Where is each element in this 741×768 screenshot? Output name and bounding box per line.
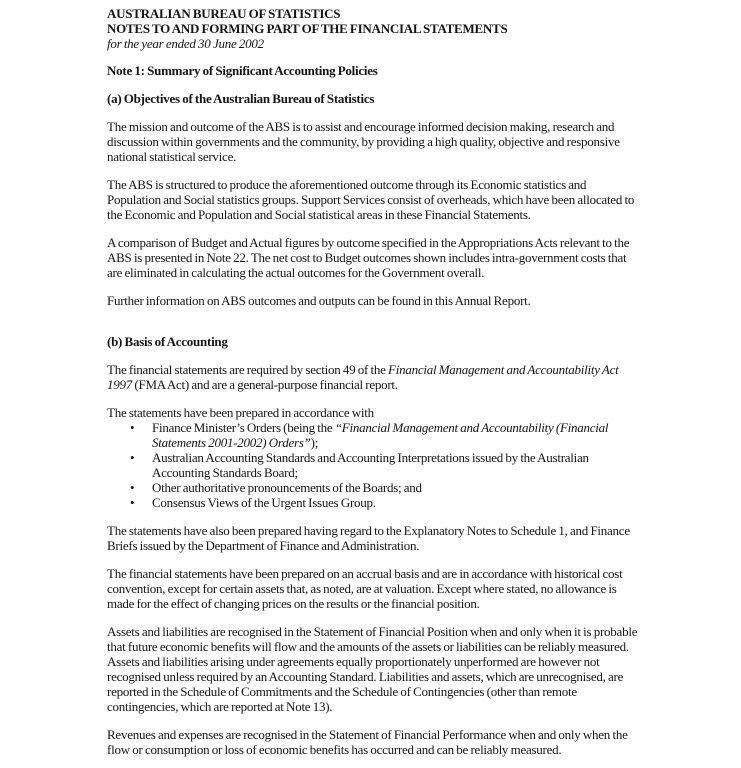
text-run: Australian Accounting Standards and Accounting Interpretations issued by the Australian Accounting Standards Board; [152,450,589,480]
paragraph-structure: The ABS is structured to produce the aforementioned outcome through its Economic statistics and Population and Social statistics groups. Support Services consist of overheads, which have been allocated to the Economic and Population and Social statistical areas in these Financial Statements. [107,177,635,222]
paragraph-revenues-expenses: Revenues and expenses are recognised in the Statement of Financial Performance when and only when the flow or consumption or loss of economic benefits has occurred and can be reliably measured. [107,727,628,757]
paragraph-explanatory-notes: The statements have also been prepared having regard to the Explanatory Notes to Schedule 1, and Finance Briefs issued by the Department of Finance and Administration. [107,523,630,553]
text-run: Consensus Views of the Urgent Issues Group. [152,495,376,510]
text-run: ); [310,435,319,450]
text-run: The financial statements are required by section 49 of the [107,362,389,377]
document-header [107,6,641,51]
bullet-item-other-pronouncements [107,480,641,495]
text-run: Finance Minister’s Orders (being the [152,420,335,435]
paragraph-mission: The mission and outcome of the ABS is to assist and encourage informed decision making, research and discussion within governments and the community, by providing a high quality, objective and responsive national statistical service. [107,119,620,164]
paragraph-fma-act [107,362,641,392]
text-run: Other authoritative pronouncements of the Boards; and [152,480,422,495]
paragraph-budget-comparison: A comparison of Budget and Actual figures by outcome specified in the Appropriations Acts relevant to the ABS is presented in Note 22. The net cost to Budget outcomes shown includes intra-government costs that are eliminated in calculating the actual outcomes for the Government overall. [107,235,630,280]
text-run-italic: “Financial Management and Accountability (Financial Statements 2001-2002) Orders” [152,420,609,450]
report-period: for the year ended 30 June 2002 [107,36,264,51]
accordance-bullet-list [107,420,641,510]
org-name: AUSTRALIAN BUREAU OF STATISTICS [107,6,341,21]
note-1-heading: Note 1: Summary of Significant Accounting Policies [107,63,378,78]
section-b-heading: (b) Basis of Accounting [107,334,228,349]
paragraph-prepared-intro: The statements have been prepared in accordance with [107,405,374,420]
paragraph-assets-liabilities: Assets and liabilities are recognised in the Statement of Financial Position when and only when it is probable that future economic benefits will flow and the amounts of the assets or liabilities can be reliably measured. Assets and liabilities arising under agreements equally proportionately unperformed are however not recognised unless required by an Accounting Standard. Liabilities and assets, which are unrecognised, are reported in the Schedule of Commitments and the Schedule of Contingencies (other than remote contingencies, which are reported at Note 13). [107,624,638,714]
paragraph-accrual-basis: The financial statements have been prepared on an accrual basis and are in accordance with historical cost convention, except for certain assets that, as noted, are at valuation. Except where stated, no allowance is made for the effect of changing prices on the results or the financial position. [107,566,623,611]
bullet-item-finance-ministers-orders [107,420,641,450]
section-a-heading: (a) Objectives of the Australian Bureau of Statistics [107,91,375,106]
text-run: (FMA Act) and are a general-purpose financial report. [132,377,398,392]
bullet-item-consensus-views [107,495,641,510]
document-title: NOTES TO AND FORMING PART OF THE FINANCIAL STATEMENTS [107,21,508,36]
text-run-italic: Financial Management and Accountability Act 1997 [107,362,619,392]
bullet-item-accounting-standards [107,450,641,480]
paragraph-further-info: Further information on ABS outcomes and outputs can be found in this Annual Report. [107,293,531,308]
